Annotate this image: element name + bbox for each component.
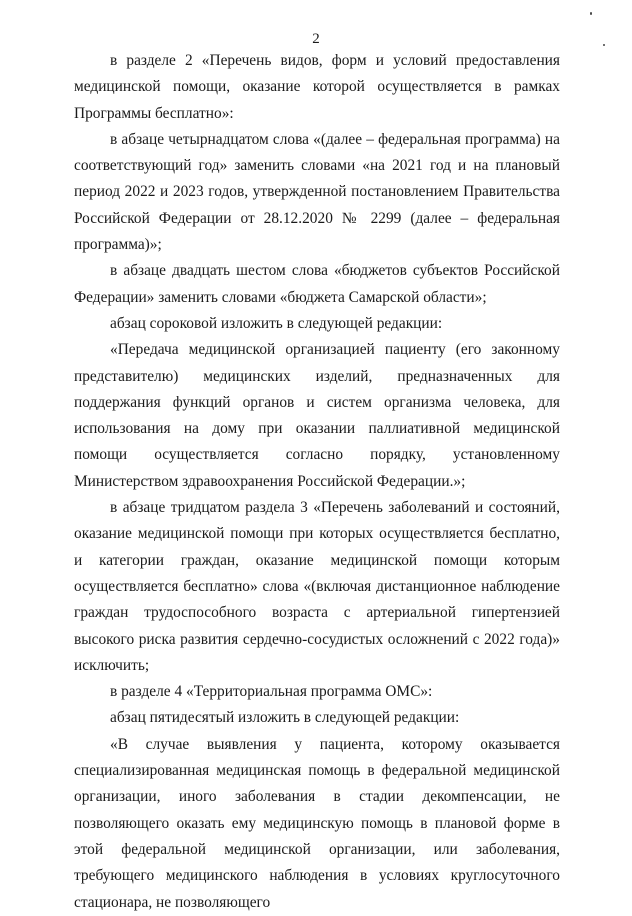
paragraph: в абзаце тридцатом раздела 3 «Перечень заболеваний и состояний, оказание медицинской помощи при которых осуществляется бесплатно, и категории граждан, оказание медицинской помощи которым осуществляется бесплатно» слова «(включая дистанционное наблюдение граждан трудоспособного возраста с артериальной гипертензией высокого риска развития сердечно-сосудистых осложнений с 2022 года)» исключить;	[74, 499, 560, 674]
scan-speck	[590, 12, 592, 15]
page-number: 2	[312, 31, 320, 47]
paragraph: в абзаце четырнадцатом слова «(далее – федеральная программа) на соответствующий год» заменить словами «на 2021 год и на плановый период 2022 и 2023 годов, утвержденной постановлением Правительства Российской Федерации от 28.12.2020 № 2299 (далее – федеральная программа)»;	[74, 130, 560, 254]
paragraph: абзац сороковой изложить в следующей редакции:	[110, 314, 443, 332]
paragraph: в разделе 4 «Территориальная программа ОМС»:	[110, 683, 433, 701]
paragraph: в абзаце двадцать шестом слова «бюджетов субъектов Российской Федерации» заменить словами «бюджета Самарской области»;	[74, 262, 560, 306]
paragraph: абзац пятидесятый изложить в следующей редакции:	[110, 709, 460, 727]
paragraph: «В случае выявления у пациента, которому оказывается специализированная медицинская помощь в федеральной медицинской организации, иного заболевания в стадии декомпенсации, не позволяющего оказать ему медицинскую помощь в плановой форме в этой федеральной медицинской организации, или заболевания, требующего медицинского наблюдения в условиях круглосуточного стационара, не позволяющего	[74, 735, 560, 911]
paragraph: в разделе 2 «Перечень видов, форм и условий предоставления медицинской помощи, оказание которой осуществляется в рамках Программы бесплатно»:	[74, 52, 560, 122]
document-body	[74, 48, 560, 916]
paragraph: «Передача медицинской организацией пациенту (его законному представителю) медицинских изделий, предназначенных для поддержания функций органов и систем организма человека, для использования на дому при оказании паллиативной медицинской помощи осуществляется согласно порядку, установленному Министерством здравоохранения Российской Федерации.»;	[74, 341, 560, 490]
scan-speck	[603, 44, 605, 46]
